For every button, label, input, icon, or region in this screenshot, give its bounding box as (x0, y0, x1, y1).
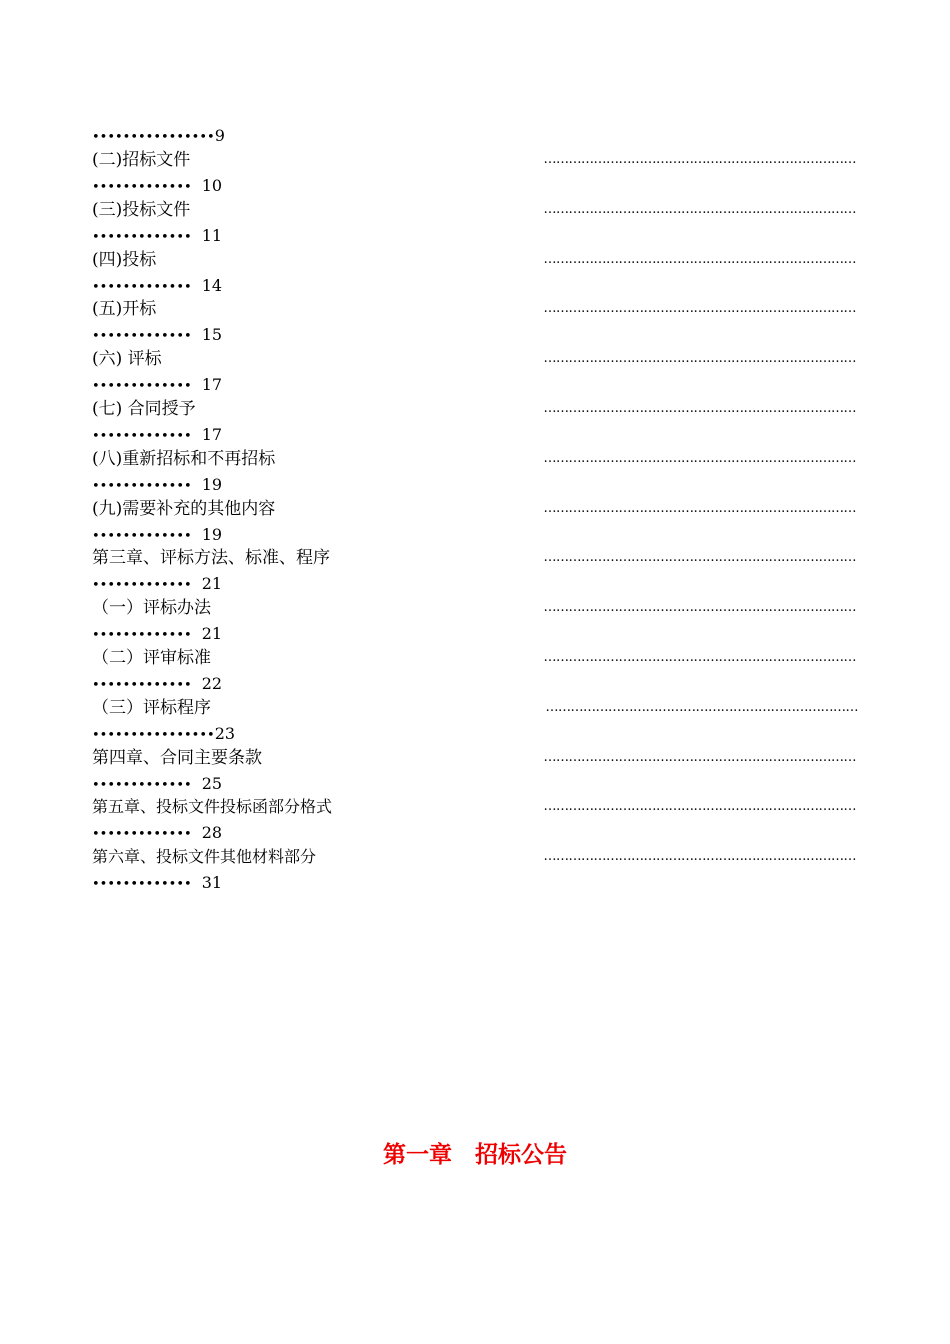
toc-page-number-leader (92, 476, 222, 496)
leader-dots: ••••••••••••• (92, 180, 192, 195)
toc-entry-title[interactable]: （一）评标办法 (92, 598, 211, 618)
toc-leader-dots: ………………………………………………………………… (543, 799, 856, 814)
toc-entry-title[interactable]: (五)开标 (92, 299, 157, 319)
toc-page-number: 25 (201, 774, 223, 793)
toc-leader-dots: ………………………………………………………………… (543, 550, 856, 565)
toc-entry-title[interactable]: (八)重新招标和不再招标 (92, 449, 276, 469)
chapter-heading: 第一章 招标公告 (383, 1142, 567, 1168)
toc-page-number: 21 (201, 624, 223, 643)
toc-entry-title[interactable]: (七) 合同授予 (92, 399, 196, 419)
toc-page-number: 23 (214, 724, 236, 743)
toc-leader-dots: ………………………………………………………………… (545, 700, 858, 715)
toc-page-number-leader (92, 775, 222, 795)
toc-entry-title[interactable]: 第五章、投标文件投标函部分格式 (92, 797, 333, 816)
leader-dots: ••••••••••••• (92, 778, 192, 793)
leader-dots: ••••••••••••• (92, 429, 192, 444)
leader-dots: •••••••••••••••• (92, 130, 215, 145)
toc-page-number: 19 (201, 475, 223, 494)
toc-entry-title[interactable]: (六) 评标 (92, 349, 162, 369)
leader-dots: ••••••••••••• (92, 230, 192, 245)
toc-entry-title[interactable]: (四)投标 (92, 250, 157, 270)
toc-page-number: 19 (201, 525, 223, 544)
toc-page-number: 31 (201, 873, 223, 892)
toc-page-number: 9 (214, 126, 225, 145)
toc-page-number: 22 (201, 674, 223, 693)
leader-dots: ••••••••••••• (92, 678, 192, 693)
toc-page-number-leader (92, 675, 222, 695)
toc-entry-title[interactable]: 第六章、投标文件其他材料部分 (92, 847, 317, 866)
toc-page-number-leader (92, 575, 222, 595)
leader-dots: •••••••••••••••• (92, 728, 215, 743)
toc-leader-dots: ………………………………………………………………… (543, 202, 856, 217)
toc-page-number-leader (92, 326, 222, 346)
toc-page-number-leader (92, 277, 222, 297)
toc-page-number-leader (92, 625, 222, 645)
leader-dots: ••••••••••••• (92, 529, 192, 544)
toc-page-number: 17 (201, 425, 223, 444)
toc-page-number-leader (92, 725, 235, 745)
toc-page-number-leader (92, 177, 222, 197)
toc-leader-dots: ………………………………………………………………… (543, 401, 856, 416)
leader-dots: ••••••••••••• (92, 827, 192, 842)
toc-page-number: 10 (201, 176, 223, 195)
toc-entry-title[interactable]: (二)招标文件 (92, 150, 191, 170)
leader-dots: ••••••••••••• (92, 578, 192, 593)
toc-page-number-leader (92, 127, 225, 147)
toc-page-number: 15 (201, 325, 223, 344)
toc-page-number: 14 (201, 276, 223, 295)
toc-leader-dots: ………………………………………………………………… (543, 451, 856, 466)
toc-page-number-leader (92, 526, 222, 546)
toc-leader-dots: ………………………………………………………………… (543, 650, 856, 665)
toc-page-number-leader (92, 874, 222, 894)
toc-page-number: 21 (201, 574, 223, 593)
toc-entry-title[interactable]: （三）评标程序 (92, 698, 211, 718)
leader-dots: ••••••••••••• (92, 877, 192, 892)
toc-page-number: 17 (201, 375, 223, 394)
toc-leader-dots: ………………………………………………………………… (543, 750, 856, 765)
toc-page-number-leader (92, 376, 222, 396)
toc-page-number-leader (92, 426, 222, 446)
toc-leader-dots: ………………………………………………………………… (543, 252, 856, 267)
leader-dots: ••••••••••••• (92, 479, 192, 494)
toc-entry-title[interactable]: 第三章、评标方法、标准、程序 (92, 548, 330, 568)
toc-leader-dots: ………………………………………………………………… (543, 501, 856, 516)
toc-entry-title[interactable]: (三)投标文件 (92, 200, 191, 220)
leader-dots: ••••••••••••• (92, 379, 192, 394)
toc-leader-dots: ………………………………………………………………… (543, 849, 856, 864)
toc-page-number-leader (92, 227, 222, 247)
toc-leader-dots: ………………………………………………………………… (543, 152, 856, 167)
toc-entry-title[interactable]: 第四章、合同主要条款 (92, 748, 262, 768)
leader-dots: ••••••••••••• (92, 628, 192, 643)
toc-page-number: 28 (201, 823, 223, 842)
toc-entry-title[interactable]: （二）评审标准 (92, 648, 211, 668)
toc-entry-title[interactable]: (九)需要补充的其他内容 (92, 499, 276, 519)
toc-page-number: 11 (201, 226, 223, 245)
leader-dots: ••••••••••••• (92, 280, 192, 295)
leader-dots: ••••••••••••• (92, 329, 192, 344)
toc-leader-dots: ………………………………………………………………… (543, 301, 856, 316)
toc-leader-dots: ………………………………………………………………… (543, 351, 856, 366)
toc-page-number-leader (92, 824, 222, 844)
toc-leader-dots: ………………………………………………………………… (543, 600, 856, 615)
